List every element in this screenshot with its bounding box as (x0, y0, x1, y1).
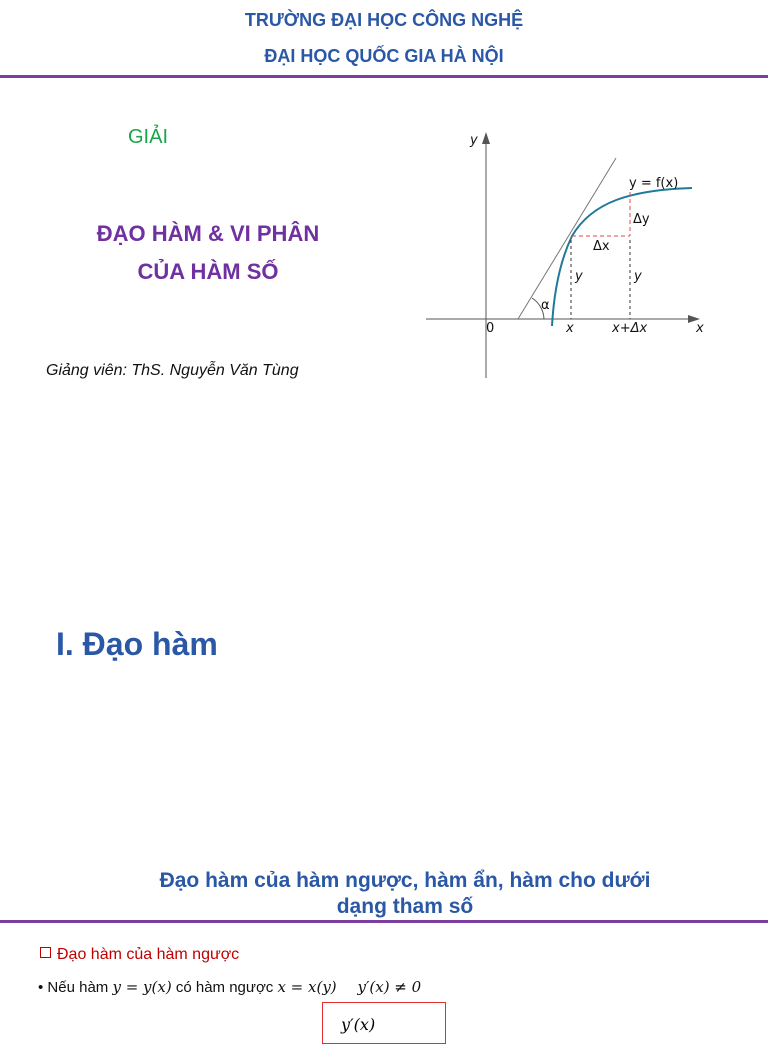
math-function: y = y(x) (112, 978, 172, 996)
formula-partial: y′(x) (341, 1015, 376, 1034)
content-title-line1: Đạo hàm của hàm ngược, hàm ẩn, hàm cho dưới (159, 869, 651, 892)
x-axis-label: x (696, 321, 704, 336)
formula-box (322, 1002, 446, 1044)
title-slide (0, 0, 768, 420)
lecturer-name: Giảng viên: ThS. Nguyễn Văn Tùng (46, 362, 299, 379)
x-tick-label: x (566, 321, 574, 336)
y-axis-arrow (482, 132, 490, 144)
y-axis-label: y (470, 133, 478, 148)
math-inverse: x = x(y) (277, 978, 337, 996)
statement-prefix: Nếu hàm (47, 979, 109, 996)
bullet-heading-text: Đạo hàm của hàm ngược (57, 946, 240, 963)
university-name: TRƯỜNG ĐẠI HỌC CÔNG NGHỆ (244, 10, 524, 30)
function-curve (552, 188, 692, 326)
origin-label: 0 (486, 321, 495, 336)
y-label-right: y (634, 269, 642, 284)
topic-title-line2: CỦA HÀM SỐ (137, 259, 279, 284)
university-parent: ĐẠI HỌC QUỐC GIA HÀ NỘI (264, 46, 504, 66)
delta-y-label: Δy (633, 212, 650, 227)
statement-middle: có hàm ngược (175, 979, 274, 996)
delta-x-label: Δx (593, 239, 610, 254)
alpha-label: α (541, 298, 550, 313)
math-condition: y′(x) ≠ 0 (357, 978, 422, 996)
content-divider (0, 920, 768, 923)
topic-title-line1: ĐẠO HÀM & VI PHÂN (96, 221, 320, 246)
giai-label: GIẢI (128, 126, 169, 148)
checkbox-bullet-icon (40, 947, 51, 958)
content-slide (0, 860, 768, 1034)
content-title-line2: dạng tham số (336, 895, 474, 918)
curve-label: y = f(x) (629, 176, 679, 191)
header-divider (0, 75, 768, 78)
section-title: I. Đạo hàm (56, 626, 218, 662)
x-plus-dx-label: x+Δx (612, 321, 648, 336)
bullet-heading (40, 946, 239, 964)
derivative-diagram (420, 122, 720, 382)
section-slide (0, 560, 768, 760)
y-label-left: y (575, 269, 583, 284)
statement-line: • Nếu hàm y = y(x) có hàm ngược x = x(y) y′(x) ≠ 0 (38, 978, 422, 996)
